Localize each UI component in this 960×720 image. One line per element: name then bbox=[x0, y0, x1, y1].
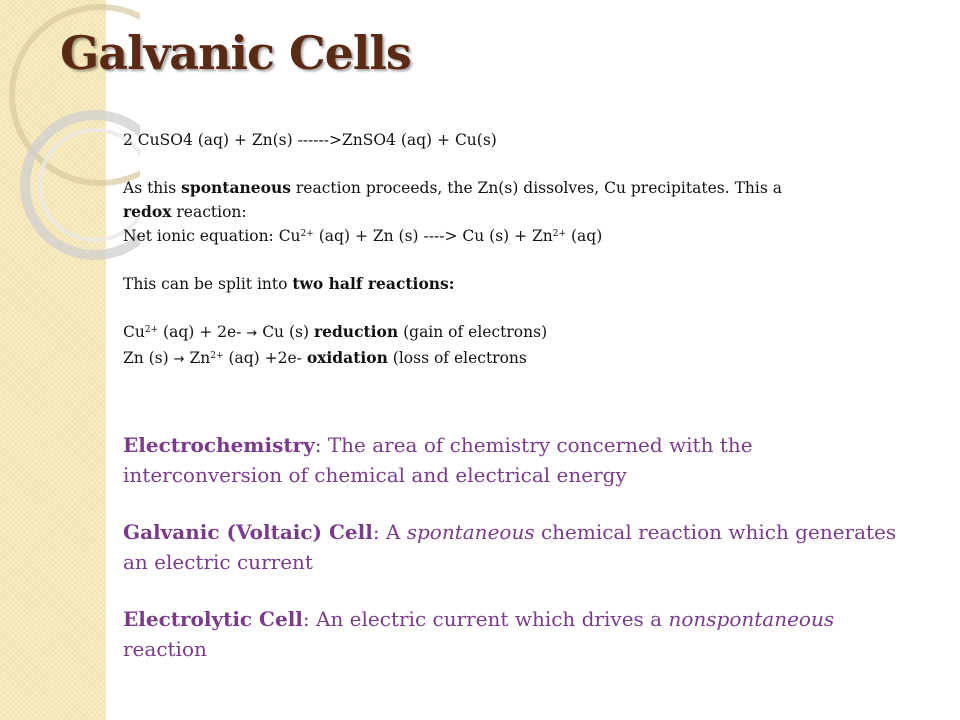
definition-electrolytic-cell: Electrolytic Cell: An electric current which drives a nonspontaneous reaction bbox=[123, 607, 835, 661]
slide-title: Galvanic Cells bbox=[60, 26, 411, 80]
definitions bbox=[123, 430, 913, 691]
overall-equation: 2 CuSO4 (aq) + Zn(s) ------>ZnSO4 (aq) + Cu(s) bbox=[123, 131, 497, 149]
arrow-icon: → bbox=[173, 352, 185, 367]
half-reactions-intro: This can be split into two half reactions: bbox=[123, 274, 455, 293]
definition-electrochemistry: Electrochemistry: The area of chemistry concerned with the interconversion of chemical and electrical energy bbox=[123, 433, 753, 487]
reaction-body bbox=[123, 128, 913, 372]
spontaneous-line: As this spontaneous reaction proceeds, the Zn(s) dissolves, Cu precipitates. This a bbox=[123, 178, 782, 197]
reduction-half-reaction: $Cu^{2+}$ (aq) + 2e- → Cu (s) reduction (gain of electrons) bbox=[123, 322, 548, 341]
net-ionic-equation: Net ionic equation: $Cu^{2+}$ (aq) + Zn (s) ----> Cu $(s) + Zn^{2+}$ (aq) bbox=[123, 227, 603, 245]
arrow-icon: → bbox=[246, 326, 258, 341]
oxidation-half-reaction: Zn $(s) \to Zn^{2+}$ (aq) +2e- oxidation (loss of electrons bbox=[123, 348, 527, 367]
redox-line: redox reaction: bbox=[123, 202, 247, 221]
definition-galvanic-cell: Galvanic (Voltaic) Cell: A spontaneous chemical reaction which generates an electric current bbox=[123, 520, 897, 574]
